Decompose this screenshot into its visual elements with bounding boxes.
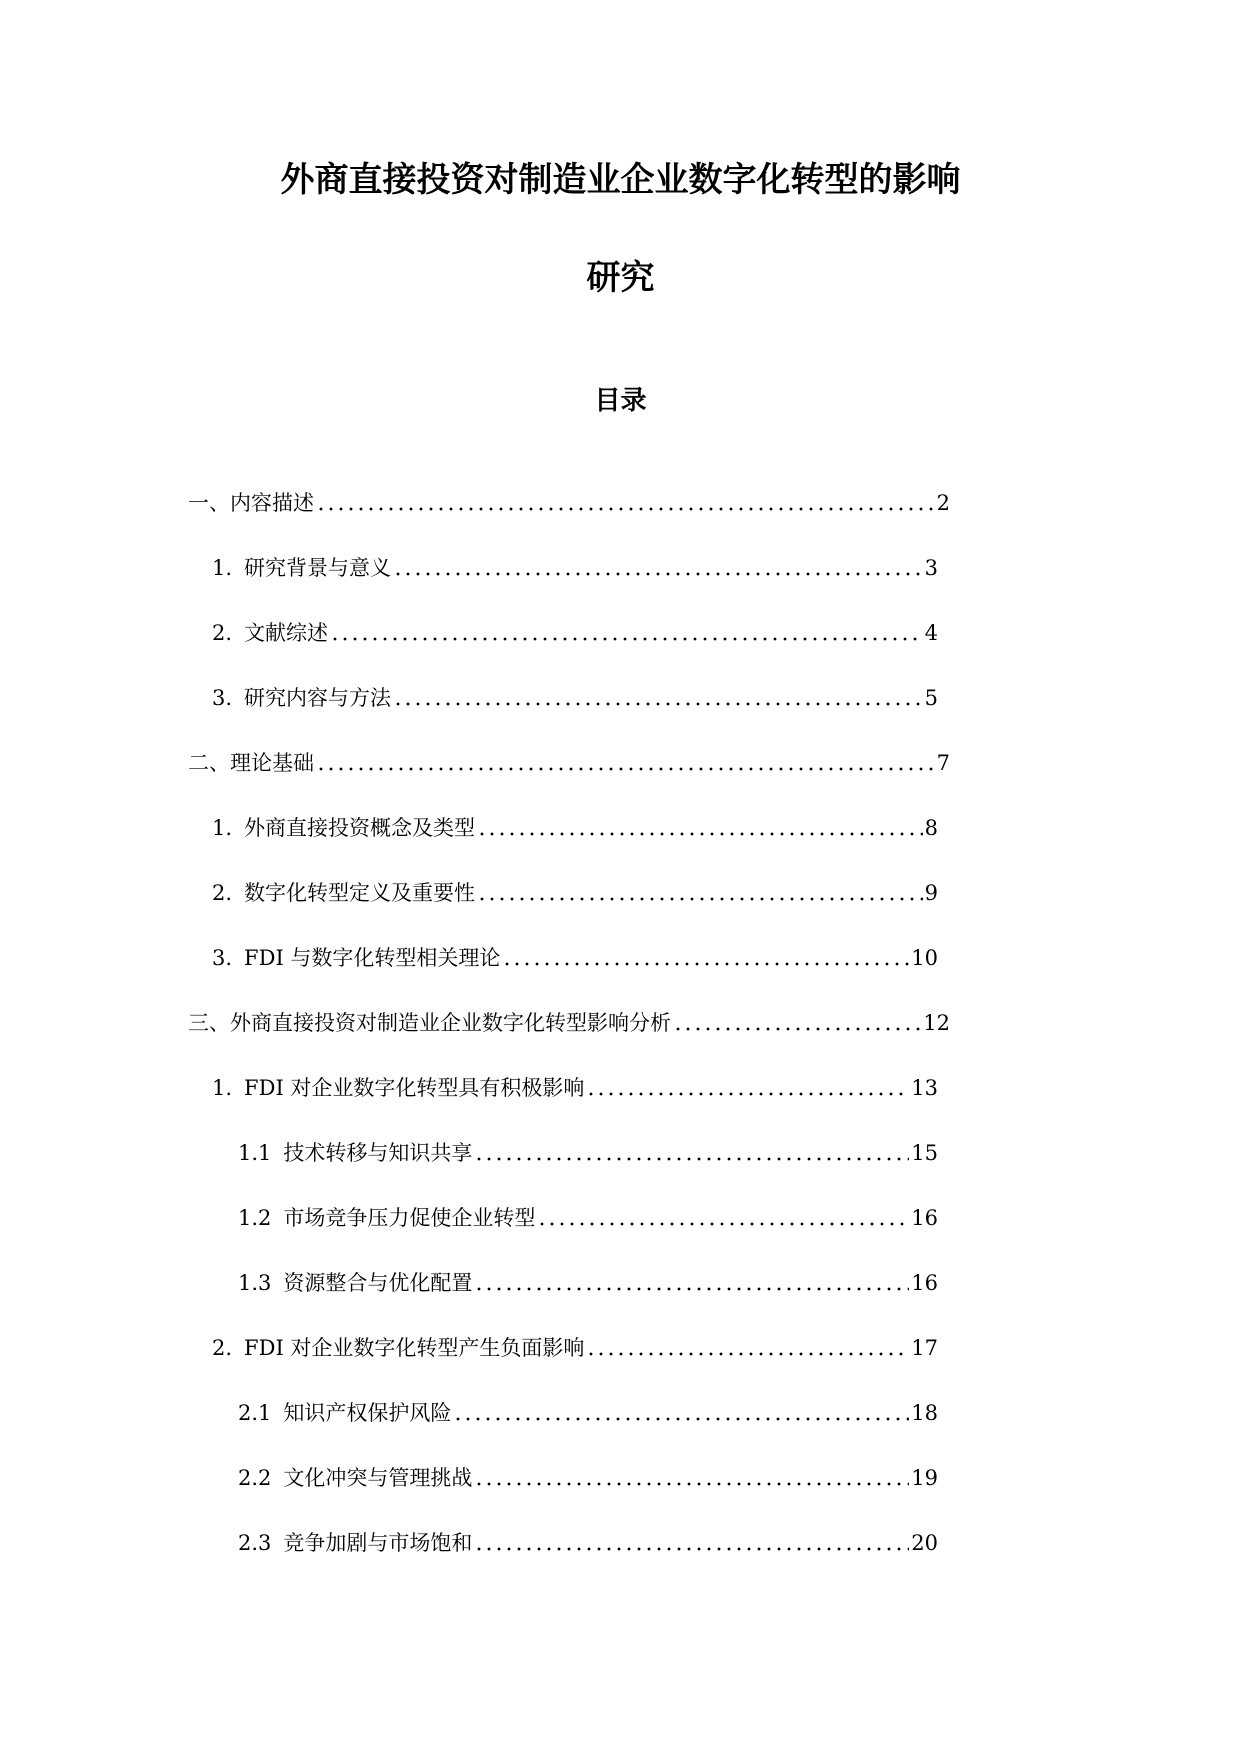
toc-entry-label — [212, 618, 328, 648]
toc-entry-text: 竞争加剧与市场饱和 — [283, 1531, 473, 1555]
toc-entry-page: 3 — [924, 556, 938, 580]
toc-entry-text: 文献综述 — [244, 621, 329, 645]
toc-entry[interactable] — [212, 553, 938, 583]
toc-entry-number: 3. — [212, 686, 233, 710]
toc-entry-page: 9 — [924, 881, 938, 905]
toc-entry-text: FDI 对企业数字化转型具有积极影响 — [244, 1076, 585, 1100]
toc-entry-label — [238, 1398, 451, 1428]
toc-leader-dots — [477, 832, 923, 836]
toc-entry[interactable] — [212, 1333, 938, 1363]
document-title-line1: 外商直接投资对制造业企业数字化转型的影响 — [280, 160, 961, 200]
toc-entry-number: 2. — [212, 881, 233, 905]
toc-entry[interactable] — [212, 1073, 938, 1103]
toc-entry[interactable] — [212, 813, 938, 843]
toc-leader-dots — [474, 1547, 909, 1551]
toc-entry-page: 19 — [911, 1466, 938, 1490]
toc-entry-number: 1.1 — [238, 1141, 272, 1165]
toc-entry-text: 研究背景与意义 — [244, 556, 392, 580]
toc-entry-text: 数字化转型定义及重要性 — [244, 881, 476, 905]
document-title-line2: 研究 — [586, 258, 655, 298]
toc-entry-text: FDI 与数字化转型相关理论 — [244, 946, 501, 970]
toc-entry-page: 18 — [911, 1401, 938, 1425]
toc-leader-dots — [673, 1027, 921, 1031]
toc-entry[interactable] — [188, 1008, 950, 1038]
toc-entry-label — [212, 813, 475, 843]
toc-entry-number: 1.3 — [238, 1271, 272, 1295]
toc-entry[interactable] — [188, 748, 950, 778]
toc-entry-number: 1. — [212, 1076, 233, 1100]
toc-entry-text: FDI 对企业数字化转型产生负面影响 — [244, 1336, 585, 1360]
toc-entry-label — [212, 1333, 584, 1363]
toc-leader-dots — [586, 1092, 909, 1096]
toc-entry-page: 16 — [911, 1271, 938, 1295]
toc-leader-dots — [316, 507, 935, 511]
toc-entry-number: 2. — [212, 621, 233, 645]
toc-entry[interactable] — [212, 683, 938, 713]
toc-entry-number: 2.2 — [238, 1466, 272, 1490]
toc-entry-number: 二、 — [188, 751, 230, 775]
toc-entry-label — [212, 1073, 584, 1103]
toc-entry[interactable] — [212, 878, 938, 908]
toc-entry-label — [238, 1463, 472, 1493]
toc-entry[interactable] — [238, 1528, 938, 1558]
toc-leader-dots — [393, 702, 923, 706]
toc-entry[interactable] — [238, 1268, 938, 1298]
toc-entry-page: 16 — [911, 1206, 938, 1230]
toc-entry-number: 2.3 — [238, 1531, 272, 1555]
toc-leader-dots — [586, 1352, 909, 1356]
toc-entry[interactable] — [212, 943, 938, 973]
toc-entry-text: 文化冲突与管理挑战 — [283, 1466, 473, 1490]
toc-leader-dots — [453, 1417, 909, 1421]
toc-entry-page: 8 — [924, 816, 938, 840]
toc-entry-number: 1. — [212, 556, 233, 580]
toc-entry-page: 7 — [936, 751, 950, 775]
toc-entry-page: 2 — [936, 491, 950, 515]
toc-entry-label — [238, 1203, 535, 1233]
toc-entry-text: 外商直接投资概念及类型 — [244, 816, 476, 840]
toc-entry-label — [188, 748, 314, 778]
toc-entry-page: 17 — [911, 1336, 938, 1360]
toc-entry-text: 技术转移与知识共享 — [283, 1141, 473, 1165]
toc-entry-label — [188, 1008, 671, 1038]
toc-entry-number: 三、 — [188, 1011, 230, 1035]
toc-entry-label — [212, 878, 475, 908]
toc-entry-number: 3. — [212, 946, 233, 970]
toc-entry-page: 12 — [923, 1011, 950, 1035]
toc-entry[interactable] — [238, 1138, 938, 1168]
toc-leader-dots — [393, 572, 923, 576]
toc-heading: 目录 — [594, 386, 647, 416]
toc-entry-number: 2.1 — [238, 1401, 272, 1425]
toc-entry[interactable] — [238, 1203, 938, 1233]
toc-entry-label — [238, 1528, 472, 1558]
toc-entry-label — [212, 943, 500, 973]
toc-entry-text: 外商直接投资对制造业企业数字化转型影响分析 — [230, 1011, 671, 1035]
toc-leader-dots — [477, 897, 923, 901]
toc-entry-label — [212, 683, 391, 713]
toc-entry-number: 1.2 — [238, 1206, 272, 1230]
toc-leader-dots — [502, 962, 909, 966]
toc-entry-page: 10 — [911, 946, 938, 970]
toc-entry-text: 理论基础 — [230, 751, 314, 775]
toc-leader-dots — [474, 1287, 909, 1291]
toc-entry-page: 5 — [924, 686, 938, 710]
toc-entry-page: 20 — [911, 1531, 938, 1555]
toc-entry-label — [238, 1138, 472, 1168]
toc-leader-dots — [474, 1482, 909, 1486]
toc-entry[interactable] — [238, 1463, 938, 1493]
toc-entry[interactable] — [188, 488, 950, 518]
toc-entry-text: 知识产权保护风险 — [283, 1401, 452, 1425]
toc-entry-page: 15 — [911, 1141, 938, 1165]
toc-entry[interactable] — [212, 618, 938, 648]
toc-entry-label — [238, 1268, 472, 1298]
toc-entry-page: 4 — [924, 621, 938, 645]
toc-leader-dots — [537, 1222, 909, 1226]
toc-entry-label — [188, 488, 314, 518]
toc-entry-number: 1. — [212, 816, 233, 840]
toc-entry-number: 2. — [212, 1336, 233, 1360]
toc-leader-dots — [316, 767, 935, 771]
toc-leader-dots — [474, 1157, 909, 1161]
toc-entry-page: 13 — [911, 1076, 938, 1100]
toc-entry-text: 研究内容与方法 — [244, 686, 392, 710]
toc-entry[interactable] — [238, 1398, 938, 1428]
toc-entry-label — [212, 553, 391, 583]
toc-leader-dots — [330, 637, 923, 641]
toc-entry-text: 市场竞争压力促使企业转型 — [283, 1206, 536, 1230]
toc-entry-text: 资源整合与优化配置 — [283, 1271, 473, 1295]
toc-entry-text: 内容描述 — [230, 491, 314, 515]
toc-entry-number: 一、 — [188, 491, 230, 515]
